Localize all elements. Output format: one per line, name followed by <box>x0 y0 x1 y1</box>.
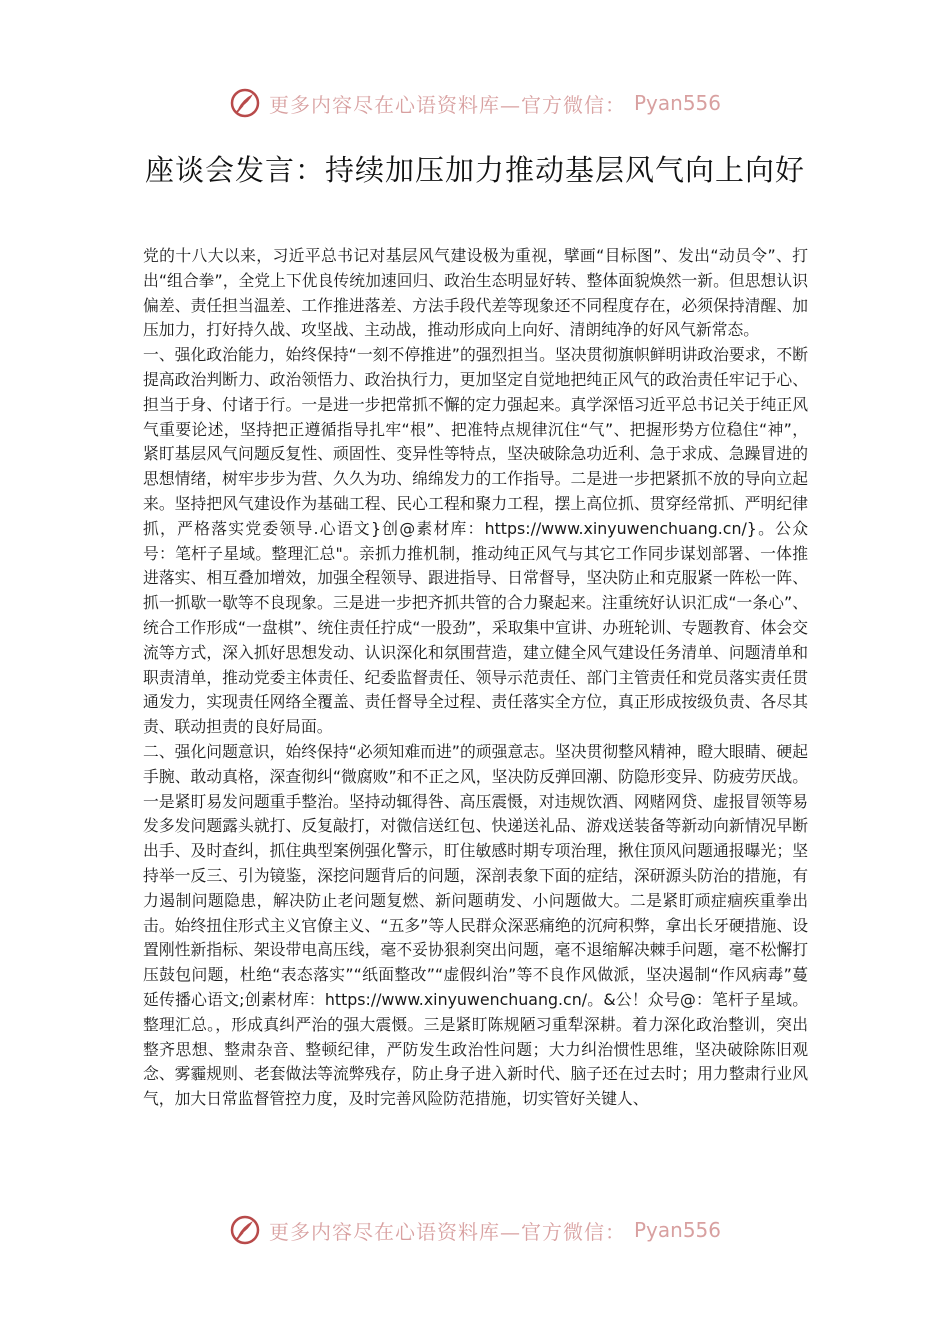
document-body <box>143 244 808 1112</box>
document-title: 座谈会发言：持续加压加力推动基层风气向上向好 <box>144 153 805 187</box>
quill-logo-icon <box>229 1214 261 1246</box>
banner-text: 更多内容尽在心语资料库—官方微信： <box>268 1219 626 1244</box>
banner-text: 更多内容尽在心语资料库—官方微信： <box>268 92 626 117</box>
paragraph: 二、强化问题意识，始终保持“必须知难而进”的顽强意志。坚决贯彻整风精神，瞪大眼睛、硬起手腕、敢动真格，深查彻纠“微腐败”和不正之风，坚决防反弹回潮、防隐形变异、防疲劳厌战。一是紧盯易发问题重手整治。坚持动辄得咎、高压震慑，对违规饮酒、网赌网贷、虚报冒领等易发多发问题露头就打、反复敲打，对微信送红包、快递送礼品、游戏送装备等新动向新情况早断出手、及时查纠，抓住典型案例强化警示，盯住敏感时期专项治理，揪住顶风问题通报曝光；坚持举一反三、引为镜鉴，深挖问题背后的问题，深剖表象下面的症结，深研源头防治的措施，有力遏制问题隐患，解决防止老问题复燃、新问题萌发、小问题做大。二是紧盯顽症痼疾重拳出击。始终扭住形式主义官僚主义、“五多”等人民群众深恶痛绝的沉疴积弊，拿出长牙硬措施、设置刚性新指标、架设带电高压线，毫不妥协狠刹突出问题，毫不退缩解决棘手问题，毫不松懈打压鼓包问题，杜绝“表态落实”“纸面整改”“虚假纠治”等不良作风做派，坚决遏制“作风病毒”蔓延传播心语文;创素材库：https://www.xinyuwenchuang.cn/。&公！众号@：笔杆子星域。整理汇总。，形成真纠严治的强大震慑。三是紧盯陈规陋习重犁深耕。着力深化政治整训，突出整齐思想、整肃杂音、整顿纪律，严防发生政治性问题；大力纠治惯性思维，坚决破除陈旧观念、雾霾规则、老套做法等流弊残存，防止身子进入新时代、脑子还在过去时；用力整肃行业风气，加大日常监督管控力度，及时完善风险防范措施，切实管好关键人、 <box>143 741 808 1109</box>
paragraph: 一、强化政治能力，始终保持“一刻不停推进”的强烈担当。坚决贯彻旗帜鲜明讲政治要求，不断提高政治判断力、政治领悟力、政治执行力，更加坚定自觉地把纯正风气的政治责任牢记于心、担当于身、付诸于行。一是进一步把常抓不懈的定力强起来。真学深悟习近平总书记关于纯正风气重要论述，坚持把正遵循指导扎牢“根”、把准特点规律沉住“气”、把握形势方位稳住“神”，紧盯基层风气问题反复性、顽固性、变异性等特点，坚决破除急功近利、急于求成、急躁冒进的思想情绪，树牢步步为营、久久为功、绵绵发力的工作指导。二是进一步把紧抓不放的导向立起来。坚持把风气建设作为基础工程、民心工程和聚力工程，摆上高位抓、贯穿经常抓、严明纪律抓，严格落实党委领导.心语文}创@素材库：https://www.xinyuwenchuang.cn/}。公众号：笔杆子星域。整理汇总"。亲抓力推机制，推动纯正风气与其它工作同步谋划部署、一体推进落实、相互叠加增效，加强全程领导、跟进指导、日常督导，坚决防止和克服紧一阵松一阵、抓一抓歇一歇等不良现象。三是进一步把齐抓共管的合力聚起来。注重统好认识汇成“一条心”、统合工作形成“一盘棋”、统住责任拧成“一股劲”，采取集中宣讲、办班轮训、专题教育、体会交流等方式，深入抓好思想发动、认识深化和氛围营造，建立健全风气建设任务清单、问题清单和职责清单，推动党委主体责任、纪委监督责任、领导示范责任、部门主管责任和党员落实责任贯通发力，实现责任网络全覆盖、责任督导全过程、责任落实全方位，真正形成按级负责、各尽其责、联动担责的良好局面。 <box>143 345 808 737</box>
banner-wechat-id: Pyan556 <box>633 1218 721 1242</box>
footer-banner <box>0 1210 950 1250</box>
paragraph: 党的十八大以来，习近平总书记对基层风气建设极为重视，擘画“目标图”、发出“动员令”、打出“组合拳”，全党上下优良传统加速回归、政治生态明显好转、整体面貌焕然一新。但思想认识偏差、责任担当温差、工作推进落差、方法手段代差等现象还不同程度存在，必须保持清醒、加压加力，打好持久战、攻坚战、主动战，推动形成向上向好、清朗纯净的好风气新常态。 <box>143 246 808 340</box>
header-banner <box>0 83 950 123</box>
quill-logo-icon <box>229 87 261 119</box>
banner-wechat-id: Pyan556 <box>633 91 721 115</box>
